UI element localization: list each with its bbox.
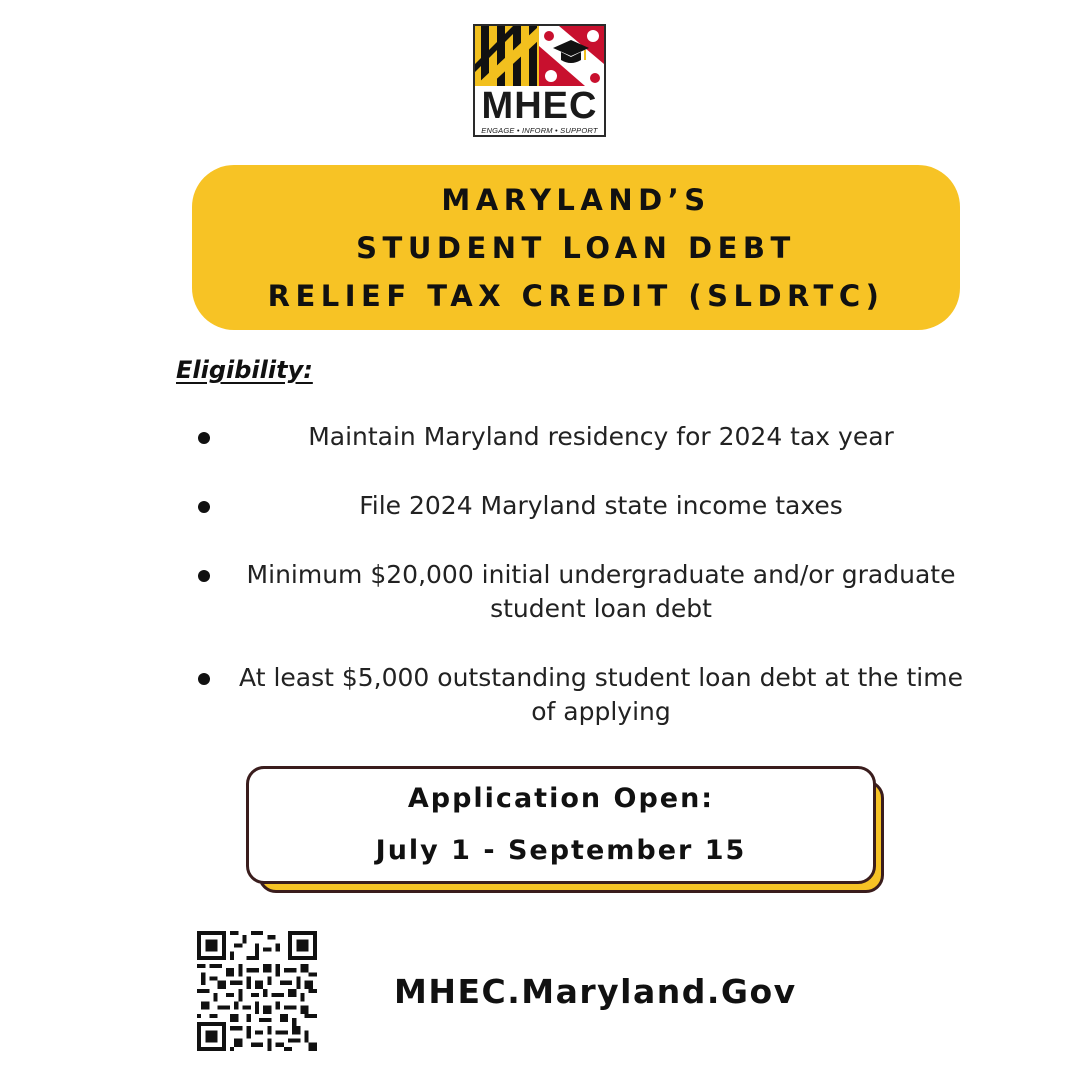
eligibility-list — [190, 420, 970, 764]
list-item — [190, 558, 970, 626]
qr-code-icon[interactable] — [197, 931, 317, 1051]
application-dates: July 1 - September 15 — [375, 835, 747, 866]
bullet-icon — [198, 570, 210, 582]
mhec-logo — [473, 24, 606, 137]
eligibility-heading: Eligibility: — [176, 356, 313, 384]
bullet-icon — [198, 432, 210, 444]
banner-line-2: STUDENT LOAN DEBT — [356, 230, 796, 265]
eligibility-item-text: Minimum $20,000 initial undergraduate and/or graduate student loan debt — [246, 560, 956, 623]
bullet-icon — [198, 673, 210, 685]
list-item — [190, 661, 970, 729]
eligibility-item-text: File 2024 Maryland state income taxes — [359, 491, 843, 520]
banner-line-3: RELIEF TAX CREDIT (SLDRTC) — [267, 278, 885, 313]
eligibility-item-text: Maintain Maryland residency for 2024 tax year — [308, 422, 894, 451]
application-title: Application Open: — [407, 783, 715, 814]
list-item — [190, 489, 970, 523]
website-url[interactable]: MHEC.Maryland.Gov — [394, 972, 797, 1011]
application-box — [246, 766, 876, 884]
eligibility-item-text: At least $5,000 outstanding student loan debt at the time of applying — [239, 663, 963, 726]
banner-line-1: MARYLAND’S — [441, 182, 711, 217]
title-banner — [192, 165, 960, 330]
logo-wordmark: MHEC — [481, 85, 598, 127]
list-item — [190, 420, 970, 454]
maryland-flag-icon — [475, 26, 604, 86]
logo-tagline: ENGAGE • INFORM • SUPPORT — [481, 126, 598, 135]
bullet-icon — [198, 501, 210, 513]
